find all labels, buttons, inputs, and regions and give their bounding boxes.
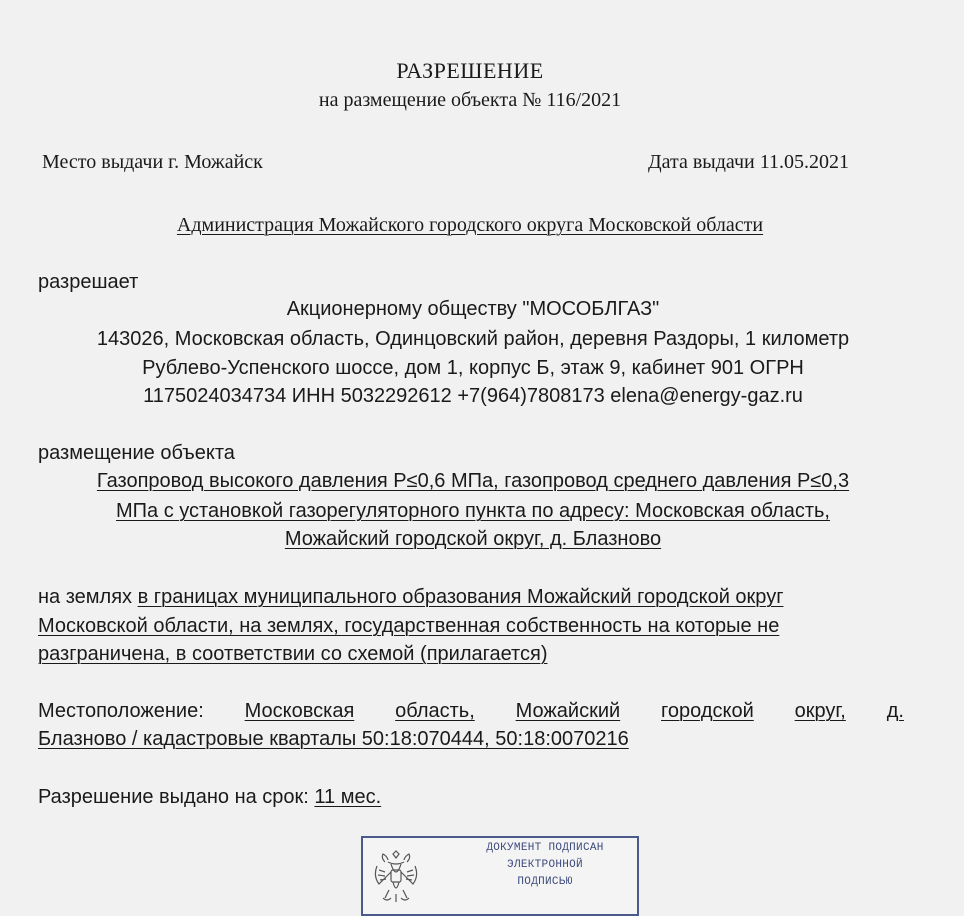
stamp-line: ДОКУМЕНТ ПОДПИСАН — [486, 842, 604, 854]
issue-date: Дата выдачи 11.05.2021 — [648, 151, 850, 173]
lands-text: Московской области, на землях, государственная собственность на которые не — [38, 615, 780, 637]
object-label: размещение объекта — [38, 442, 235, 464]
location-line — [38, 728, 629, 751]
term-label: Разрешение выдано на срок: — [38, 786, 315, 808]
term-value: 11 мес. — [314, 786, 382, 808]
location-word: городской — [661, 700, 754, 722]
grant-label: разрешает — [38, 271, 139, 293]
grantee-contacts-line: 1175024034734 ИНН 5032292612 +7(964)7808173 elena@energy-gaz.ru — [143, 385, 803, 407]
lands-text: разграничена, в соответствии со схемой (прилагается) — [38, 643, 548, 665]
location-label: Местоположение: — [38, 700, 204, 722]
grantee-name: Акционерному обществу "МОСОБЛГАЗ" — [286, 298, 660, 320]
issue-place: Место выдачи г. Можайск — [42, 151, 263, 173]
stamp-line: ПОДПИСЬЮ — [517, 876, 573, 888]
document-subtitle: на размещение объекта № 116/2021 — [318, 89, 622, 111]
lands-line — [38, 586, 784, 609]
object-description-text: Можайский городской округ, д. Блазново — [284, 528, 662, 550]
object-description-line — [28, 528, 918, 551]
issuing-authority — [0, 214, 940, 237]
object-description-text: МПа с установкой газорегуляторного пункта по адресу: Московская область, — [116, 500, 830, 522]
location-word: Можайский — [515, 700, 621, 722]
authority-name: Администрация Можайского городского округа Московской области — [176, 214, 764, 236]
e-signature-stamp — [361, 836, 639, 916]
document-title: РАЗРЕШЕНИЕ — [396, 58, 544, 83]
term-line — [38, 786, 381, 809]
double-headed-eagle-icon — [371, 850, 421, 906]
location-word: д. — [886, 700, 904, 722]
object-description-text: Газопровод высокого давления Р≤0,6 МПа, газопровод среднего давления Р≤0,3 — [96, 470, 850, 492]
grantee-address-line: Рублево-Успенского шоссе, дом 1, корпус Б, этаж 9, кабинет 901 ОГРН — [142, 357, 804, 379]
location-word: округ, — [794, 700, 846, 722]
location-word: Московская — [244, 700, 355, 722]
lands-prefix: на землях — [38, 586, 138, 608]
lands-line — [38, 615, 779, 638]
grantee-address-line: 143026, Московская область, Одинцовский район, деревня Раздоры, 1 километр — [96, 328, 850, 350]
object-description-line — [28, 500, 918, 523]
lands-line — [38, 643, 547, 666]
location-cadastral: Блазново / кадастровые кварталы 50:18:070444, 50:18:0070216 — [38, 728, 629, 750]
lands-text: в границах муниципального образования Можайский городской округ — [137, 586, 784, 608]
location-word: область, — [395, 700, 475, 722]
location-line — [38, 700, 904, 723]
object-description-line — [28, 470, 918, 493]
stamp-line: ЭЛЕКТРОННОЙ — [507, 859, 583, 871]
